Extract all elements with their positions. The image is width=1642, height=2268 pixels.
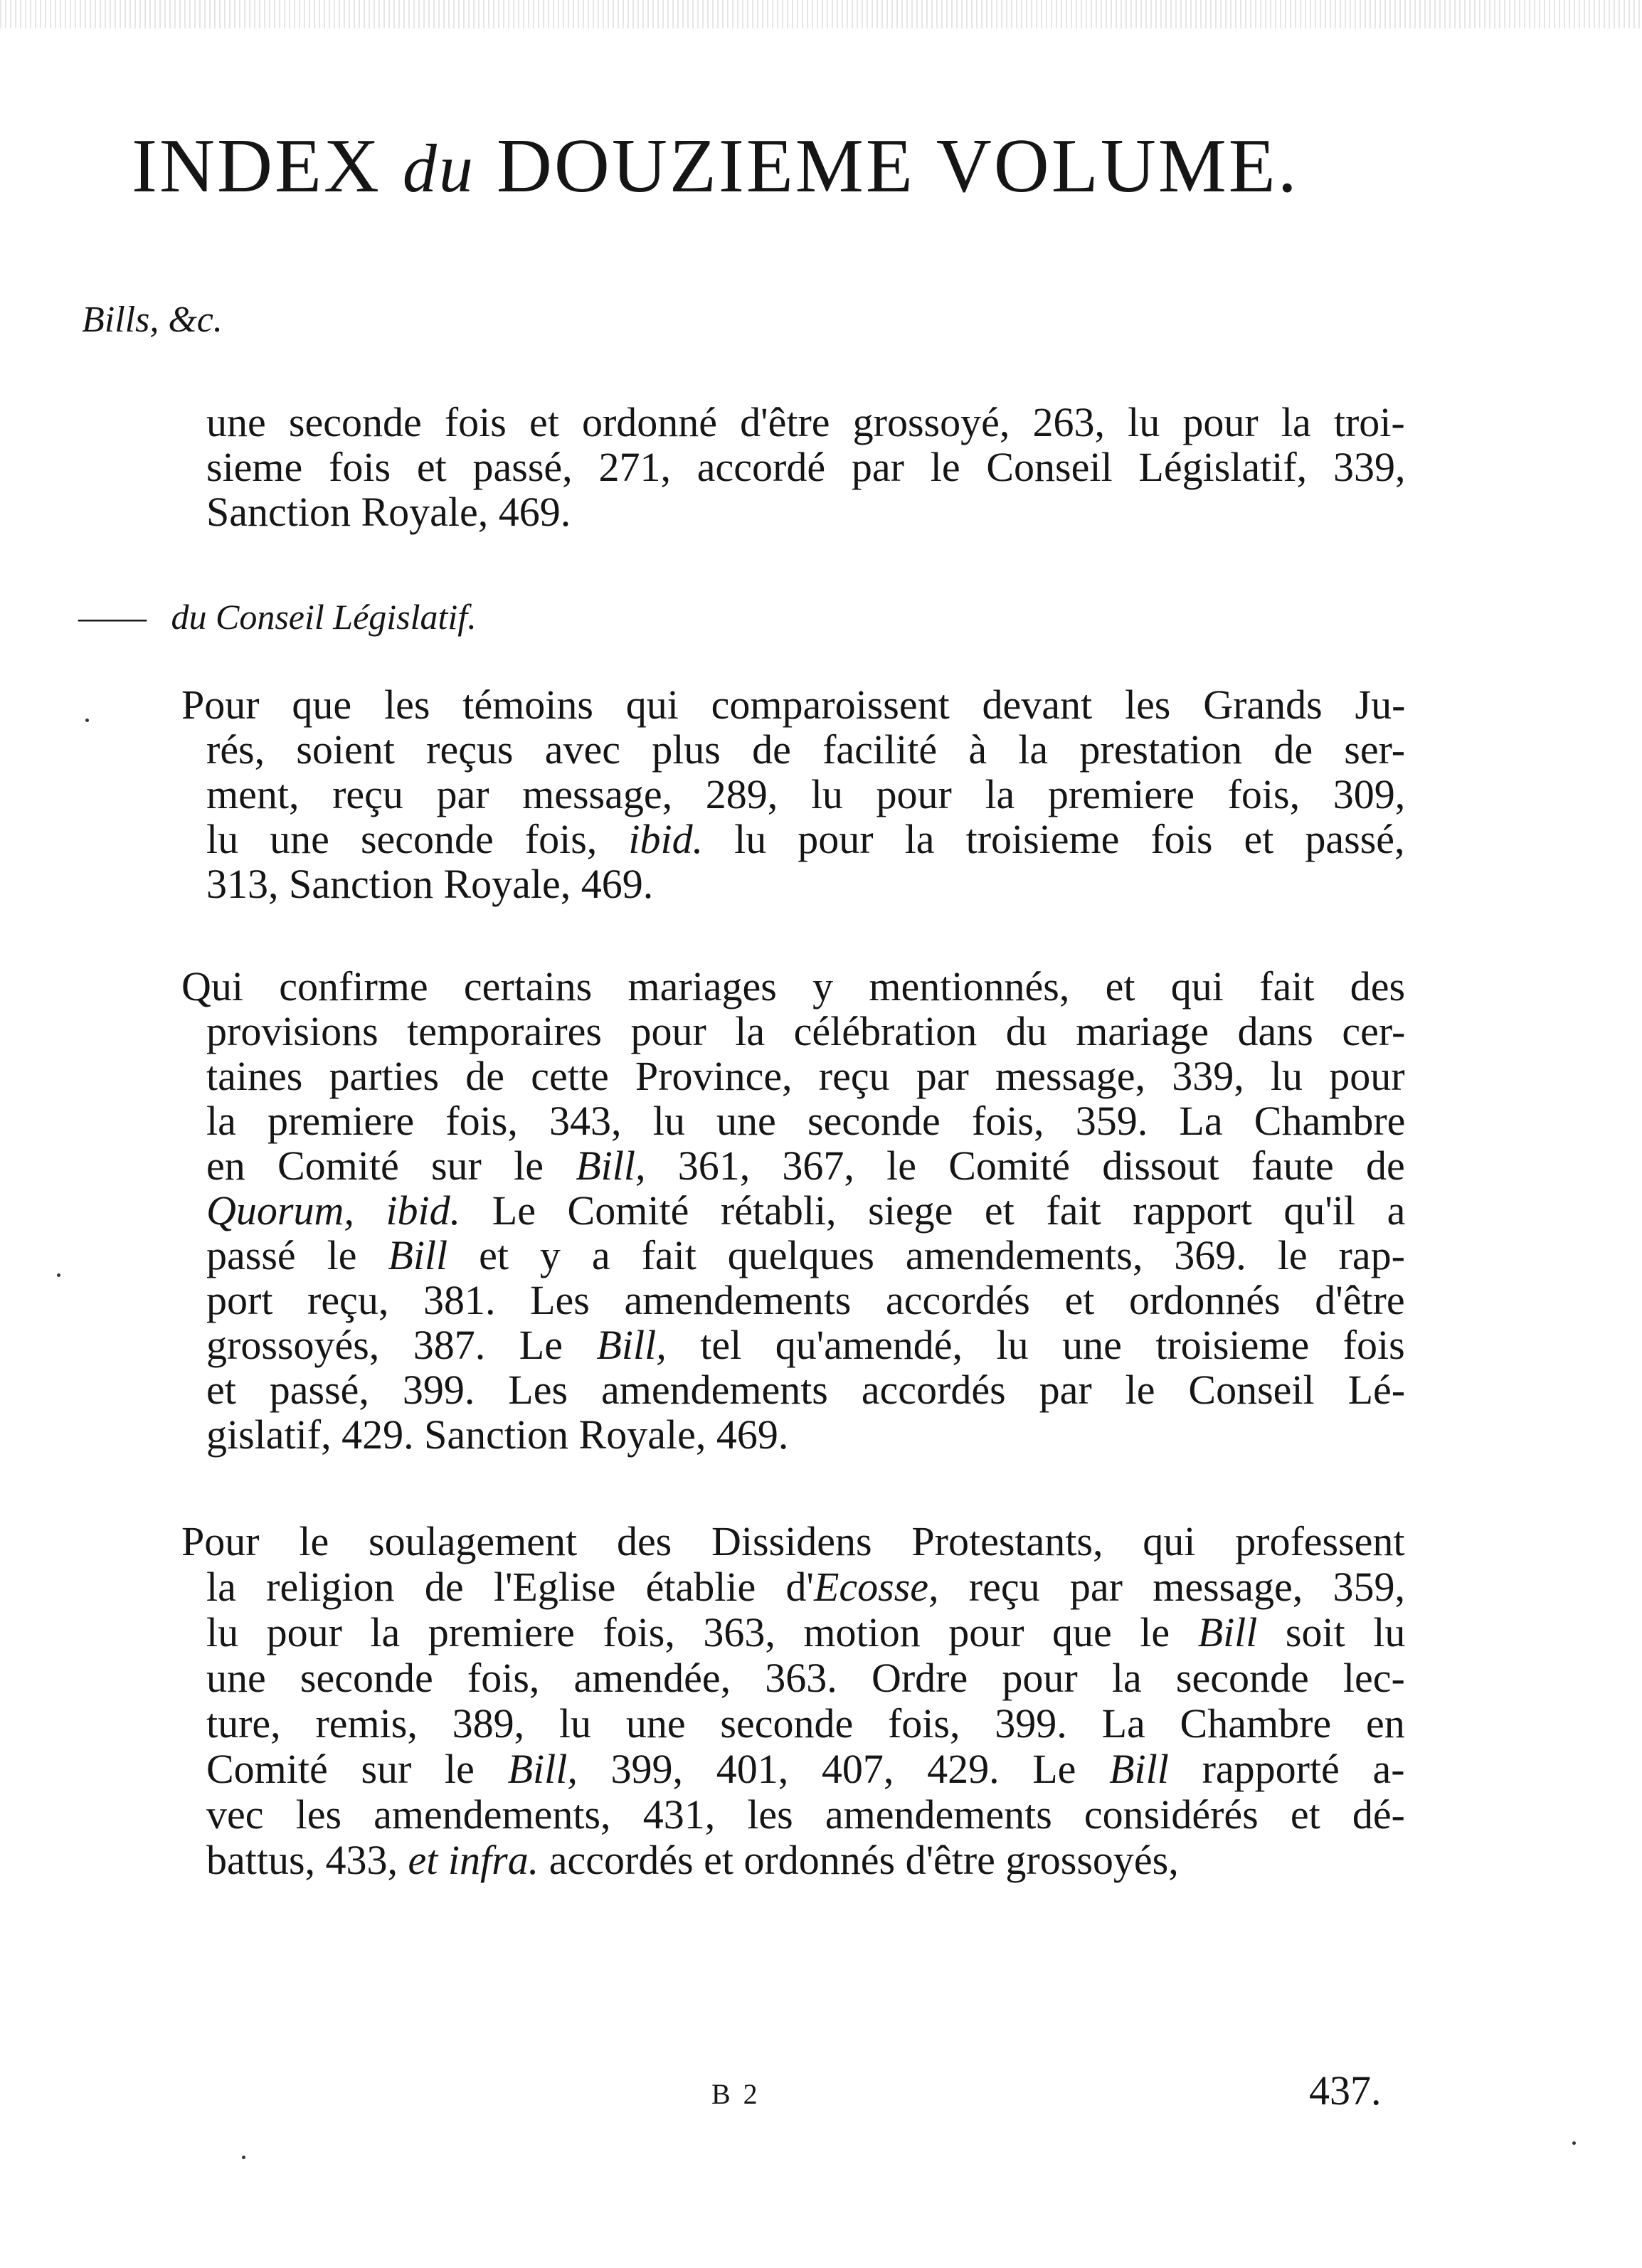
- print-speck: [85, 719, 89, 722]
- title-word-index: INDEX: [132, 124, 381, 208]
- entry-line: [206, 444, 1406, 490]
- text-segment: Pour le soulagement des Dissidens Protestants, qui professent: [181, 1518, 1405, 1564]
- entry-line: [206, 1700, 1405, 1747]
- entry-line: [206, 816, 1405, 862]
- text-segment: soit lu: [1257, 1609, 1406, 1655]
- text-segment: Le Comité rétabli, siege et fait rapport qu'il a: [460, 1187, 1406, 1234]
- entry-line: [181, 1518, 1405, 1564]
- entry-line: [206, 1411, 789, 1458]
- entry-line: [206, 1145, 1405, 1187]
- entry-line: [206, 1277, 1405, 1323]
- entry-line: [206, 1791, 1405, 1838]
- entry-line: [206, 861, 654, 907]
- title-word-du: du: [402, 130, 475, 206]
- italic-segment: Ecosse,: [813, 1564, 939, 1610]
- text-segment: 361, 367, le Comité dissout faute de: [645, 1143, 1405, 1189]
- print-speck: [57, 1273, 60, 1277]
- italic-segment: Bill: [1109, 1746, 1169, 1792]
- text-segment: Pour que les témoins qui comparoissent devant les Grands Ju-: [181, 682, 1406, 728]
- entry-line: [206, 1098, 1406, 1144]
- entry-line: [181, 684, 1405, 726]
- text-segment: lu pour la premiere fois, 363, motion pour que le: [206, 1609, 1198, 1655]
- scan-noise-strip: [0, 0, 1642, 28]
- entry-line: [206, 1187, 1406, 1234]
- text-segment: 313, Sanction Royale, 469.: [206, 861, 654, 907]
- text-segment: accordés et ordonnés d'être grossoyés,: [539, 1837, 1179, 1883]
- entry-line: [206, 489, 571, 535]
- italic-segment: Bill,: [576, 1143, 646, 1189]
- signature-mark: B 2: [711, 2078, 761, 2110]
- title-word-douzieme: DOUZIEME: [496, 124, 915, 208]
- entry-line: [206, 1609, 1406, 1655]
- entry-line: [206, 1369, 1405, 1411]
- entry-line: [206, 1837, 1179, 1883]
- entry-line: [206, 1655, 1405, 1701]
- italic-segment: Bill,: [596, 1322, 667, 1368]
- italic-segment: ibid.: [628, 816, 704, 862]
- text-segment: et y a fait quelques amendements, 369. le rap-: [447, 1232, 1405, 1278]
- text-segment: battus, 433,: [206, 1837, 408, 1883]
- entry-line: [181, 963, 1406, 1010]
- subheading-dash: ——: [78, 597, 144, 637]
- text-segment: une seconde fois et ordonné d'être grossoyé, 263, lu pour la troi-: [206, 399, 1405, 445]
- text-segment: lu une seconde fois,: [206, 816, 629, 862]
- entry-line: [206, 1322, 1405, 1368]
- entry-line: [206, 1232, 1405, 1278]
- text-segment: tel qu'amendé, lu une troisieme fois: [666, 1322, 1405, 1368]
- italic-segment: Quorum, ibid.: [206, 1187, 461, 1234]
- title-word-volume: VOLUME.: [936, 124, 1299, 208]
- italic-segment: Bill: [1197, 1609, 1258, 1655]
- text-segment: une seconde fois, amendée, 363. Ordre pour la seconde lec-: [206, 1655, 1405, 1701]
- text-segment: sieme fois et passé, 271, accordé par le Conseil Législatif, 339,: [206, 444, 1406, 490]
- text-segment: vec les amendements, 431, les amendements considérés et dé-: [206, 1791, 1405, 1838]
- text-segment: lu pour la troisieme fois et passé,: [703, 816, 1405, 862]
- entry-line: [206, 771, 1406, 817]
- catchword: 437.: [1309, 2067, 1382, 2114]
- text-segment: grossoyés, 387. Le: [206, 1322, 597, 1368]
- entry-line: [206, 1746, 1405, 1792]
- text-segment: et passé, 399. Les amendements accordés par le Conseil Lé-: [206, 1367, 1406, 1413]
- text-segment: en Comité sur le: [206, 1143, 576, 1189]
- entry-line: [206, 1008, 1406, 1054]
- text-segment: ture, remis, 389, lu une seconde fois, 399. La Chambre en: [206, 1700, 1405, 1747]
- page-title: [132, 124, 1412, 208]
- subheading: [78, 596, 477, 637]
- text-segment: la religion de l'Eglise établie d': [206, 1564, 814, 1610]
- text-segment: Comité sur le: [206, 1746, 508, 1792]
- text-segment: rés, soient reçus avec plus de facilité à la prestation de ser-: [206, 726, 1406, 773]
- italic-segment: Bill,: [507, 1746, 578, 1792]
- italic-segment: et infra.: [408, 1837, 539, 1883]
- text-segment: passé le: [206, 1232, 388, 1278]
- text-segment: Qui confirme certains mariages y mentionnés, et qui fait des: [181, 963, 1406, 1010]
- text-segment: rapporté a-: [1168, 1746, 1405, 1792]
- text-segment: gislatif, 429. Sanction Royale, 469.: [206, 1411, 789, 1458]
- print-speck: [1572, 2141, 1576, 2145]
- text-segment: ment, reçu par message, 289, lu pour la premiere fois, 309,: [206, 771, 1406, 817]
- entry-line: [206, 1564, 1405, 1610]
- text-segment: la premiere fois, 343, lu une seconde fois, 359. La Chambre: [206, 1098, 1406, 1144]
- italic-segment: Bill: [388, 1232, 448, 1278]
- subheading-text: du Conseil Législatif.: [171, 597, 477, 637]
- text-segment: 399, 401, 407, 429. Le: [577, 1746, 1110, 1792]
- print-speck: [242, 2156, 245, 2159]
- running-head: Bills, &c.: [82, 300, 223, 340]
- entry-line: [206, 726, 1406, 773]
- text-segment: provisions temporaires pour la célébration du mariage dans cer-: [206, 1008, 1406, 1054]
- text-segment: port reçu, 381. Les amendements accordés et ordonnés d'être: [206, 1277, 1405, 1323]
- text-segment: Sanction Royale, 469.: [206, 489, 571, 535]
- entry-line: [206, 399, 1405, 445]
- text-segment: reçu par message, 359,: [938, 1564, 1405, 1610]
- entry-line: [206, 1053, 1405, 1099]
- text-segment: taines parties de cette Province, reçu par message, 339, lu pour: [206, 1053, 1405, 1099]
